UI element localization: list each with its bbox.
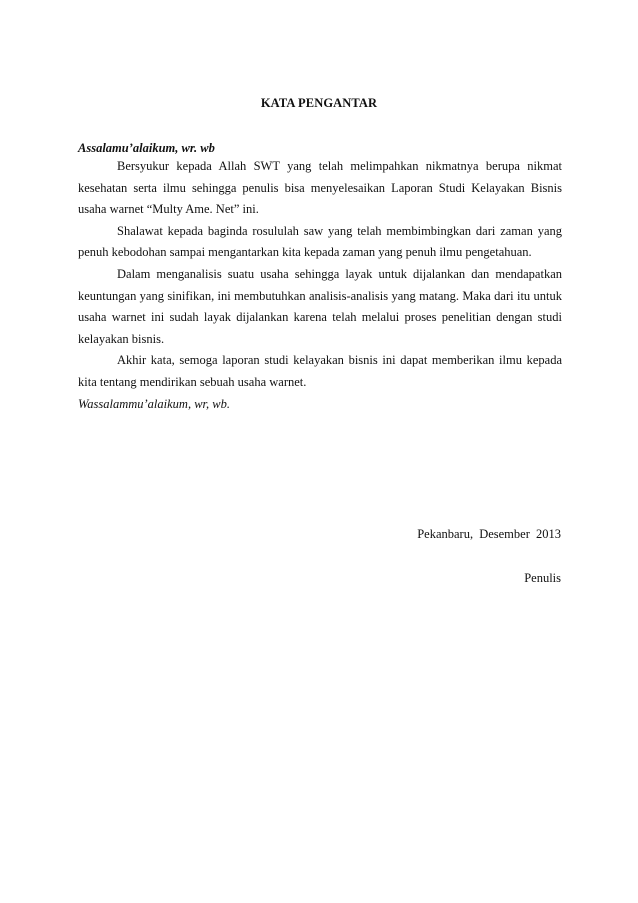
- greeting: Assalamu’alaikum, wr. wb: [78, 141, 215, 155]
- document-body: [78, 140, 562, 415]
- paragraph-gratitude: Bersyukur kepada Allah SWT yang telah melimpahkan nikmatnya berupa nikmat kesehatan serta ilmu sehingga penulis bisa menyelesaikan Laporan Studi Kelayakan Bisnis usaha warnet “Multy Ame. Net” ini.: [78, 159, 562, 217]
- paragraph-analysis: Dalam menganalisis suatu usaha sehingga layak untuk dijalankan dan mendapatkan keuntungan yang sinifikan, ini membutuhkan analisis-analisis yang matang. Maka dari itu untuk usaha warnet ini sudah layak dijalankan karena telah melalui proses penelitian dengan studi kelayakan bisnis.: [78, 266, 562, 346]
- page-title: KATA PENGANTAR: [260, 96, 378, 110]
- paragraph-shalawat: Shalawat kepada baginda rosululah saw yang telah membimbingkan dari zaman yang penuh kebodohan sampai mengantarkan kita kepada zaman yang penuh ilmu pengetahuan.: [78, 223, 562, 260]
- place-date: Pekanbaru, Desember 2013: [417, 527, 561, 541]
- closing-salutation: Wassalammu’alaikum, wr, wb.: [78, 396, 230, 411]
- paragraph-closing-words: Akhir kata, semoga laporan studi kelayakan bisnis ini dapat memberikan ilmu kepada kita tentang mendirikan sebuah usaha warnet.: [78, 353, 562, 389]
- author-signature: Penulis: [524, 571, 561, 585]
